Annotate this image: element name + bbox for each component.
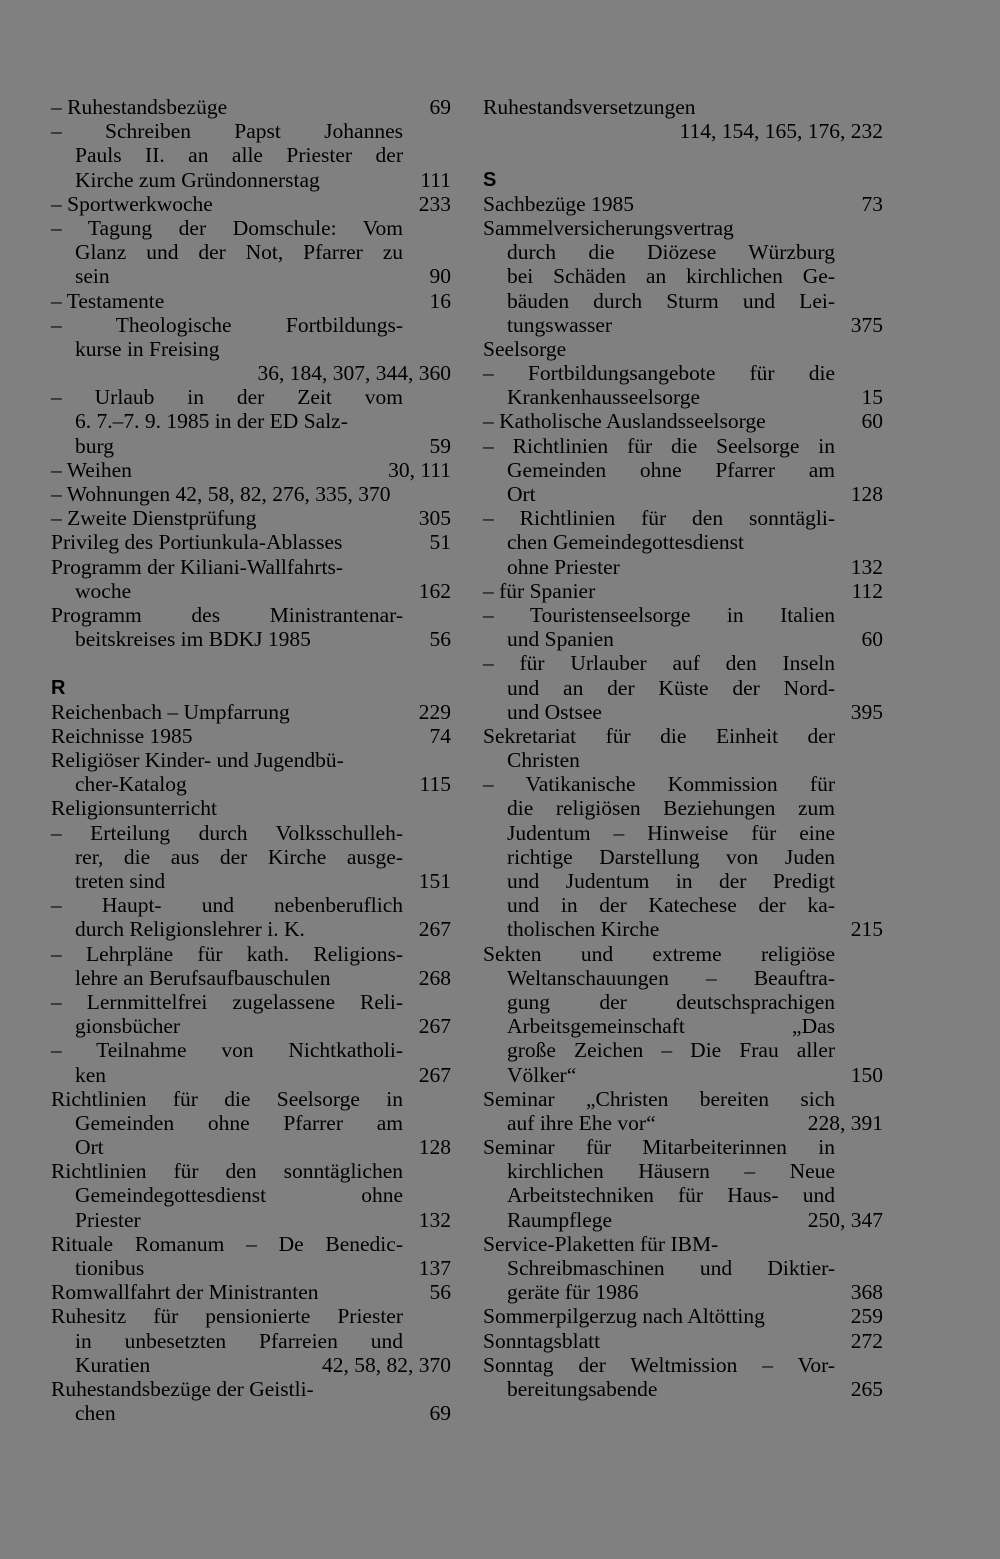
- entry-text: – Sportwerkwoche: [51, 191, 213, 216]
- index-entry-line: [51, 748, 451, 772]
- index-entry-line: [51, 1280, 451, 1304]
- index-entry-line: [51, 1329, 451, 1353]
- index-entry-line: [483, 1014, 883, 1038]
- page-reference: 132: [850, 554, 883, 579]
- page-reference: 73: [861, 191, 883, 216]
- entry-text: chen: [75, 1401, 116, 1426]
- entry-text: Gemeindegottesdienst ohne: [75, 1183, 403, 1208]
- page-reference: 267: [418, 1014, 451, 1039]
- index-entry-line: [51, 1135, 451, 1159]
- entry-text: Seminar für Mitarbeiterinnen in: [483, 1135, 835, 1160]
- entry-text: – für Urlauber auf den Inseln: [483, 651, 835, 676]
- entry-text: burg: [75, 433, 115, 458]
- index-entry-line: [483, 506, 883, 530]
- index-entry-line: [483, 1256, 883, 1280]
- index-entry-line: [483, 434, 883, 458]
- entry-text: Völker“: [507, 1062, 577, 1087]
- entry-text: bäuden durch Sturm und Lei-: [507, 288, 835, 313]
- entry-text: die religiösen Beziehungen zum: [507, 796, 835, 821]
- index-entry-line: [483, 917, 883, 941]
- index-entry-line: [51, 942, 451, 966]
- page-reference: 60: [861, 627, 883, 652]
- index-entry-line: [483, 555, 883, 579]
- entry-text: – Teilnahme von Nichtkatholi-: [51, 1038, 403, 1063]
- entry-text: tungswasser: [507, 312, 613, 337]
- page-reference: 16: [429, 288, 451, 313]
- page-reference: 150: [850, 1062, 883, 1087]
- index-entry-line: [51, 95, 451, 119]
- entry-text: bei Schäden an kirchlichen Ge-: [507, 264, 835, 289]
- index-entry-line: [51, 724, 451, 748]
- entry-text: – Testamente: [51, 288, 165, 313]
- index-entry-line: [483, 676, 883, 700]
- index-entry-line: [483, 869, 883, 893]
- entry-text: Reichnisse 1985: [51, 723, 193, 748]
- entry-text: cher-Katalog: [75, 772, 187, 797]
- entry-text: kurse in Freising: [75, 336, 220, 361]
- entry-text: Priester: [75, 1207, 141, 1232]
- page-reference: 51: [429, 530, 451, 555]
- entry-text: Seminar „Christen bereiten sich: [483, 1086, 835, 1111]
- index-entry-line: [483, 579, 883, 603]
- entry-text: große Zeichen – Die Frau aller: [507, 1038, 835, 1063]
- entry-text: – Urlaub in der Zeit vom: [51, 385, 403, 410]
- entry-text: – Weihen: [51, 457, 132, 482]
- index-column-right: [483, 95, 883, 1401]
- entry-text: Religiöser Kinder- und Jugendbü-: [51, 748, 344, 773]
- entry-text: treten sind: [75, 869, 166, 893]
- index-entry-line: [51, 1377, 451, 1401]
- entry-text: in unbesetzten Pfarreien und: [75, 1328, 403, 1353]
- index-entry-line: [483, 1377, 883, 1401]
- entry-text: und Ostsee: [507, 699, 602, 724]
- index-entry-line: [51, 821, 451, 845]
- index-entry-line: [51, 458, 451, 482]
- index-entry-line: [483, 651, 883, 675]
- index-entry-line: [483, 1329, 883, 1353]
- entry-text: Judentum – Hinweise für eine: [507, 820, 835, 845]
- page-reference: 250, 347: [807, 1207, 883, 1232]
- index-entry-line: [51, 845, 451, 869]
- page-reference: 272: [850, 1328, 883, 1353]
- section-gap: [483, 143, 883, 167]
- entry-text: – Richtlinien für die Seelsorge in: [483, 433, 835, 458]
- page-reference: 162: [418, 578, 451, 603]
- entry-text: und in der Katechese der ka-: [507, 893, 835, 918]
- entry-text: Kuratien: [75, 1352, 151, 1377]
- entry-text: Sonntag der Weltmission – Vor-: [483, 1352, 835, 1377]
- entry-text: – Vatikanische Kommission für: [483, 772, 835, 797]
- entry-text: Seelsorge: [483, 336, 567, 361]
- index-entry-line: [51, 893, 451, 917]
- index-entry-line: [483, 361, 883, 385]
- entry-text: und Spanien: [507, 627, 614, 652]
- index-entry-line: [51, 1353, 451, 1377]
- entry-text: beitskreises im BDKJ 1985: [75, 627, 311, 652]
- entry-text: Ruhestandsversetzungen: [483, 95, 696, 119]
- page-reference: 395: [850, 699, 883, 724]
- entry-text: Richtlinien für die Seelsorge in: [51, 1086, 403, 1111]
- entry-text: ohne Priester: [507, 554, 620, 579]
- page-reference: 115: [419, 772, 451, 797]
- entry-text: Glanz und der Not, Pfarrer zu: [75, 240, 403, 265]
- index-entry-line: [51, 143, 451, 167]
- entry-text: – Katholische Auslandsseelsorge: [483, 409, 766, 434]
- index-entry-line: [51, 966, 451, 990]
- entry-text: richtige Darstellung von Juden: [507, 844, 835, 869]
- page-reference: 368: [850, 1280, 883, 1305]
- page-reference: 111: [420, 167, 451, 192]
- index-entry-line: [483, 966, 883, 990]
- page-reference: 151: [418, 869, 451, 893]
- index-entry-line: [483, 192, 883, 216]
- index-entry-line: [483, 1111, 883, 1135]
- section-gap: [51, 651, 451, 675]
- entry-text: bereitungsabende: [507, 1376, 658, 1401]
- entry-text: – Ruhestandsbezüge: [51, 95, 228, 119]
- page-reference: 268: [418, 965, 451, 990]
- index-entry-line: [483, 264, 883, 288]
- entry-text: Sammelversicherungsvertrag: [483, 215, 734, 240]
- index-entry-line: [483, 482, 883, 506]
- entry-text: Arbeitsgemeinschaft „Das: [507, 1014, 835, 1039]
- index-entry-line: [483, 409, 883, 433]
- index-entry-line: [51, 579, 451, 603]
- entry-text: Christen: [507, 748, 580, 773]
- index-entry-line: [51, 168, 451, 192]
- entry-text: tionibus: [75, 1256, 145, 1280]
- entry-text: Raumpflege: [507, 1207, 613, 1232]
- entry-text: Schreibmaschinen und Diktier-: [507, 1256, 835, 1280]
- index-entry-line: [51, 990, 451, 1014]
- entry-text: Romwallfahrt der Ministranten: [51, 1280, 319, 1305]
- index-entry-line: [51, 1111, 451, 1135]
- entry-text: woche: [75, 578, 132, 603]
- entry-text: – für Spanier: [483, 578, 596, 603]
- index-entry-line: [51, 1304, 451, 1328]
- index-entry-line: [483, 1038, 883, 1062]
- index-entry-line: [483, 821, 883, 845]
- index-entry-line: [51, 1208, 451, 1232]
- index-entry-line: [483, 1183, 883, 1207]
- index-entry-line: [483, 1304, 883, 1328]
- index-entry-line: [483, 1280, 883, 1304]
- entry-text: Weltanschauungen – Beauftra-: [507, 965, 835, 990]
- entry-text: – Zweite Dienstprüfung: [51, 506, 257, 531]
- index-entry-line: [51, 1014, 451, 1038]
- index-entry-line: [51, 530, 451, 554]
- index-entry-line: [483, 748, 883, 772]
- page-reference: 114, 154, 165, 176, 232: [679, 119, 883, 144]
- page-reference: 56: [429, 1280, 451, 1305]
- entry-text: Gemeinden ohne Pfarrer am: [75, 1110, 403, 1135]
- entry-text: Sommerpilgerzug nach Altötting: [483, 1304, 765, 1329]
- index-entry-line: [483, 627, 883, 651]
- index-entry-line: [51, 1256, 451, 1280]
- index-entry-line: [51, 603, 451, 627]
- index-entry-line: [483, 1135, 883, 1159]
- page-reference: 56: [429, 627, 451, 652]
- index-entry-line: [51, 627, 451, 651]
- index-entry-line: [483, 772, 883, 796]
- index-entry-line: [51, 1038, 451, 1062]
- index-entry-line: [483, 95, 883, 119]
- entry-text: Sekten und extreme religiöse: [483, 941, 835, 966]
- index-entry-line: [483, 313, 883, 337]
- page-reference: 265: [850, 1376, 883, 1401]
- entry-text: Gemeinden ohne Pfarrer am: [507, 457, 835, 482]
- entry-text: durch Religionslehrer i. K.: [75, 917, 305, 942]
- entry-text: – Haupt- und nebenberuflich: [51, 893, 403, 918]
- index-entry-line: [483, 1353, 883, 1377]
- entry-text: Privileg des Portiunkula-Ablasses: [51, 530, 343, 555]
- index-entry-line: [51, 1183, 451, 1207]
- index-entry-line: [483, 240, 883, 264]
- index-entry-line: [483, 530, 883, 554]
- entry-text: Programm des Ministrantenar-: [51, 602, 403, 627]
- index-entry-line: [51, 385, 451, 409]
- page-reference: 267: [418, 1062, 451, 1087]
- index-entry-line: [51, 917, 451, 941]
- entry-text: Reichenbach – Umpfarrung: [51, 699, 290, 724]
- entry-text: Krankenhausseelsorge: [507, 385, 701, 410]
- index-entry-line: [51, 264, 451, 288]
- index-entry-line: [51, 119, 451, 143]
- entry-text: Ruhesitz für pensionierte Priester: [51, 1304, 403, 1329]
- index-entry-line: [51, 313, 451, 337]
- index-entry-line: [51, 1063, 451, 1087]
- index-entry-line: [483, 337, 883, 361]
- page-reference: 69: [429, 95, 451, 119]
- index-entry-line: [483, 1208, 883, 1232]
- entry-text: Sachbezüge 1985: [483, 191, 635, 216]
- index-entry-line: [483, 119, 883, 143]
- page-reference: 233: [418, 191, 451, 216]
- entry-text: gung der deutschsprachigen: [507, 989, 835, 1014]
- index-entry-line: [483, 1087, 883, 1111]
- page-reference: 259: [850, 1304, 883, 1329]
- entry-text: lehre an Berufsaufbauschulen: [75, 965, 331, 990]
- entry-text: Service-Plaketten für IBM-: [483, 1231, 719, 1256]
- entry-text: – Richtlinien für den sonntägli-: [483, 506, 835, 531]
- entry-text: Kirche zum Gründonnerstag: [75, 167, 320, 192]
- page-reference: 74: [429, 723, 451, 748]
- index-entry-line: [51, 772, 451, 796]
- entry-text: Pauls II. an alle Priester der: [75, 143, 403, 168]
- entry-text: – Erteilung durch Volksschulleh-: [51, 820, 403, 845]
- index-entry-line: [51, 555, 451, 579]
- index-entry-line: [483, 893, 883, 917]
- index-entry-line: [483, 385, 883, 409]
- entry-text: kirchlichen Häusern – Neue: [507, 1159, 835, 1184]
- entry-text: Religionsunterricht: [51, 796, 217, 821]
- entry-text: Ort: [75, 1135, 104, 1160]
- entry-text: – Schreiben Papst Johannes: [51, 119, 403, 144]
- section-letter-heading: [483, 168, 883, 192]
- entry-text: Sonntagsblatt: [483, 1328, 601, 1353]
- page-reference: 128: [418, 1135, 451, 1160]
- index-entry-line: [483, 845, 883, 869]
- index-entry-line: [51, 361, 451, 385]
- page-reference: 90: [429, 264, 451, 289]
- entry-text: Sekretariat für die Einheit der: [483, 723, 835, 748]
- page-reference: 215: [850, 917, 883, 942]
- index-entry-line: [51, 869, 451, 893]
- entry-text: Ort: [507, 482, 536, 506]
- page-reference: 375: [850, 312, 883, 337]
- index-entry-line: [51, 700, 451, 724]
- index-entry-line: [51, 216, 451, 240]
- index-column-left: [51, 95, 451, 1425]
- entry-text: – Touristenseelsorge in Italien: [483, 602, 835, 627]
- index-entry-line: [51, 240, 451, 264]
- index-entry-line: [51, 1087, 451, 1111]
- page-reference: 132: [418, 1207, 451, 1232]
- entry-text: – Wohnungen 42, 58, 82, 276, 335, 370: [51, 482, 391, 506]
- entry-text: – Theologische Fortbildungs-: [51, 312, 403, 337]
- page-reference: 15: [861, 385, 883, 410]
- index-entry-line: [51, 1232, 451, 1256]
- page-reference: 42, 58, 82, 370: [322, 1352, 451, 1377]
- index-entry-line: [51, 482, 451, 506]
- index-entry-line: [483, 216, 883, 240]
- entry-text: geräte für 1986: [507, 1280, 639, 1305]
- index-entry-line: [51, 289, 451, 313]
- index-entry-line: [483, 700, 883, 724]
- page-reference: 137: [418, 1256, 451, 1280]
- index-entry-line: [483, 1063, 883, 1087]
- page-reference: 112: [851, 578, 883, 603]
- entry-text: chen Gemeindegottesdienst: [507, 530, 745, 555]
- entry-text: Programm der Kiliani-Wallfahrts-: [51, 554, 344, 579]
- entry-text: Ruhestandsbezüge der Geistli-: [51, 1376, 314, 1401]
- index-entry-line: [51, 796, 451, 820]
- page-reference: 36, 184, 307, 344, 360: [257, 361, 451, 386]
- page-reference: 69: [429, 1401, 451, 1426]
- entry-text: Rituale Romanum – De Benedic-: [51, 1231, 403, 1256]
- index-entry-line: [483, 603, 883, 627]
- entry-text: – Lehrpläne für kath. Religions-: [51, 941, 403, 966]
- entry-text: – Lernmittelfrei zugelassene Reli-: [51, 989, 403, 1014]
- page-reference: 267: [418, 917, 451, 942]
- entry-text: und Judentum in der Predigt: [507, 869, 835, 893]
- index-entry-line: [483, 942, 883, 966]
- entry-text: tholischen Kirche: [507, 917, 660, 942]
- entry-text: – Tagung der Domschule: Vom: [51, 215, 403, 240]
- entry-text: – Fortbildungsangebote für die: [483, 361, 835, 386]
- page-reference: 229: [418, 699, 451, 724]
- index-entry-line: [51, 337, 451, 361]
- index-entry-line: [483, 1159, 883, 1183]
- index-entry-line: [483, 289, 883, 313]
- entry-text: gionsbücher: [75, 1014, 181, 1039]
- entry-text: Richtlinien für den sonntäglichen: [51, 1159, 403, 1184]
- index-entry-line: [51, 506, 451, 530]
- index-entry-line: [51, 1159, 451, 1183]
- entry-text: durch die Diözese Würzburg: [507, 240, 835, 265]
- page-reference: 128: [850, 482, 883, 506]
- index-entry-line: [483, 1232, 883, 1256]
- page-reference: 305: [418, 506, 451, 531]
- page-reference: 60: [861, 409, 883, 434]
- entry-text: Arbeitstechniken für Haus- und: [507, 1183, 835, 1208]
- index-entry-line: [51, 192, 451, 216]
- entry-text: rer, die aus der Kirche ausge-: [75, 844, 403, 869]
- index-entry-line: [483, 458, 883, 482]
- index-entry-line: [483, 796, 883, 820]
- page-reference: 30, 111: [388, 457, 451, 482]
- index-entry-line: [51, 1401, 451, 1425]
- page-reference: 59: [429, 433, 451, 458]
- entry-text: auf ihre Ehe vor“: [507, 1110, 656, 1135]
- entry-text: sein: [75, 264, 110, 289]
- index-entry-line: [51, 434, 451, 458]
- entry-text: 6. 7.–7. 9. 1985 in der ED Salz-: [75, 409, 348, 434]
- entry-text: und an der Küste der Nord-: [507, 675, 835, 700]
- index-entry-line: [51, 409, 451, 433]
- section-letter-heading: [51, 676, 451, 700]
- entry-text: ken: [75, 1062, 107, 1087]
- page-reference: 228, 391: [807, 1110, 883, 1135]
- entry-text: S: [483, 168, 497, 191]
- entry-text: R: [51, 676, 66, 699]
- index-entry-line: [483, 990, 883, 1014]
- index-entry-line: [483, 724, 883, 748]
